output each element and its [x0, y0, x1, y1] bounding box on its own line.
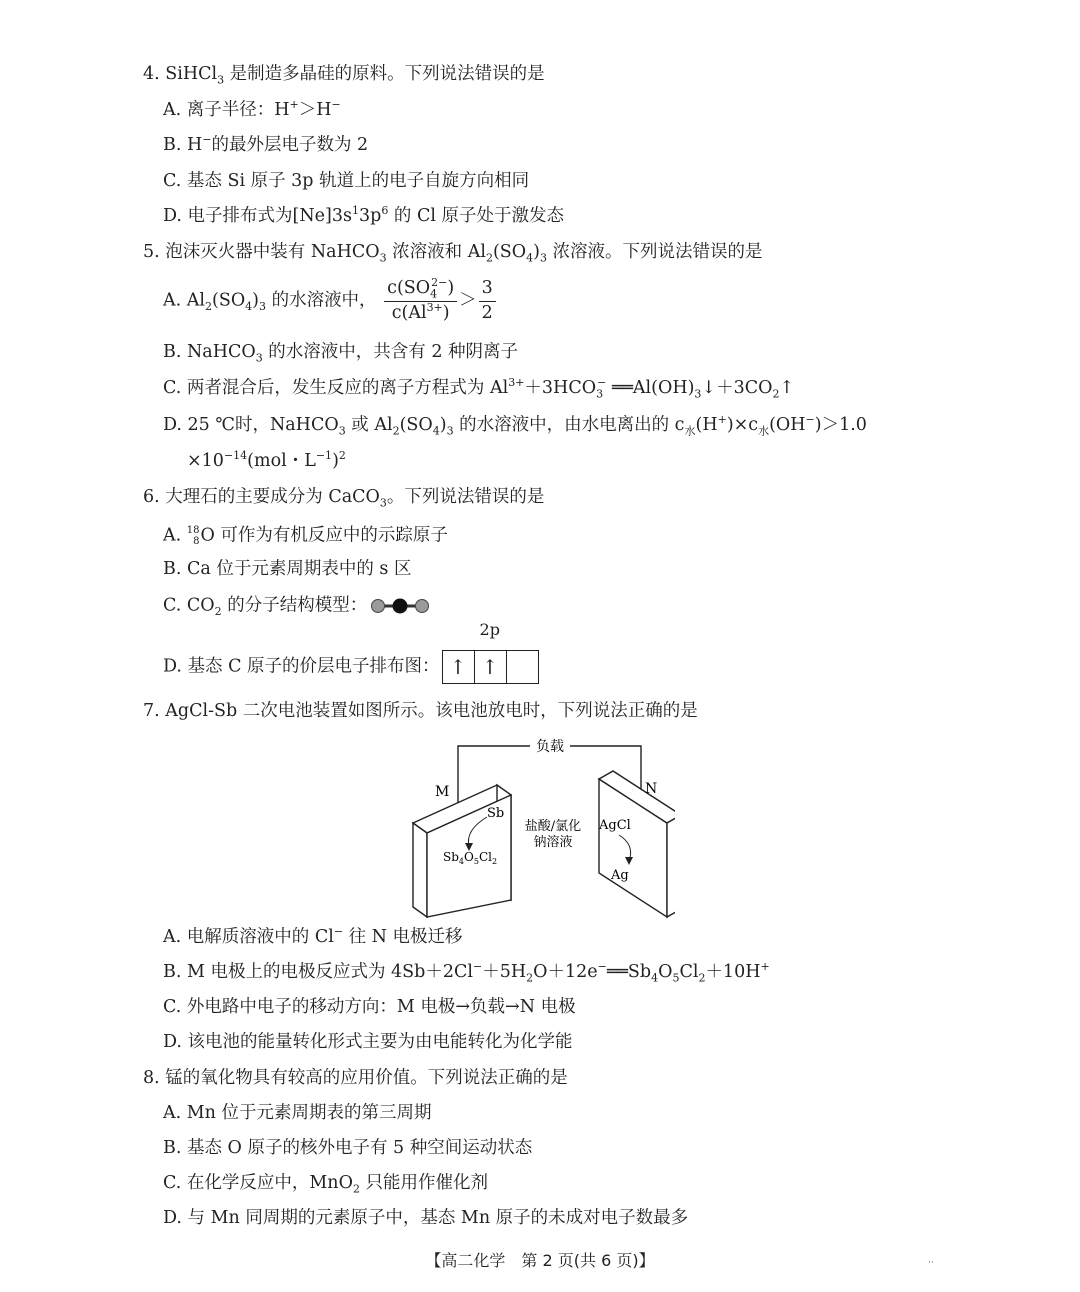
agcl-label: AgCl	[599, 818, 631, 833]
q4-option-b: B. H−的最外层电子数为 2	[163, 133, 369, 155]
q7-option-d: D. 该电池的能量转化形式主要为由电能转化为化学能	[163, 1032, 573, 1052]
q7-option-c: C. 外电路中电子的移动方向：M 电极→负载→N 电极	[163, 997, 576, 1017]
load-label: 负载	[536, 739, 564, 755]
q6-stem: 6. 大理石的主要成分为 CaCO$_3$。下列说法错误的是	[143, 487, 545, 510]
concentration-ratio: $\frac{c(SO_4^{2-})}{c(Al^{3+})}$	[384, 280, 457, 322]
orbital-box	[507, 651, 538, 683]
q8-stem: 8. 锰的氧化物具有较高的应用价值。下列说法正确的是	[143, 1068, 568, 1088]
q5-option-c: C. 两者混合后，发生反应的离子方程式为 $Al^{3+}+3HCO_3^-$ $══Al(OH)_3↓+3CO_2↑$	[163, 376, 795, 401]
q4-option-c: C. 基态 Si 原子 3p 轨道上的电子自旋方向相同	[163, 171, 530, 191]
q8-option-a: A. Mn 位于元素周期表的第三周期	[163, 1103, 432, 1123]
electrode-m-label: M	[435, 784, 450, 800]
q6-option-c: C. $CO_2$ 的分子结构模型：	[163, 596, 433, 616]
q6-option-a: A. 18 8 O 可作为有机反应中的示踪原子	[163, 525, 448, 547]
q7-option-a: A. 电解质溶液中的 Cl− 往 N 电极迁移	[163, 925, 463, 947]
q7-option-b: B. M 电极上的电极反应式为 $4Sb+2Cl^-+5H_2O+12e^-══Sb_4O_5Cl_2+10H^+$	[163, 960, 770, 985]
sb-label: Sb	[487, 806, 505, 821]
q5-stem: 5. 泡沫灭火器中装有 NaHCO$_3$ 浓溶液和 $Al_2(SO_4)_3$ 浓溶液。下列说法错误的是	[143, 242, 763, 265]
q4-stem: 4. SiHCl$_3$ 是制造多晶硅的原料。下列说法错误的是	[143, 64, 545, 87]
q8-option-b: B. 基态 O 原子的核外电子有 5 种空间运动状态	[163, 1138, 533, 1158]
solution-label-1: 盐酸/氯化	[524, 819, 582, 834]
q5-option-d-cont: $\times 10^{-14}(mol$・$L^{-1})^2$	[187, 449, 346, 471]
q4-option-a: A. 离子半径：H+＞H−	[163, 98, 341, 120]
q6-option-d: D. 基态 C 原子的价层电子排布图： 2p ↑ ↑	[163, 650, 539, 684]
orbital-box: ↑	[475, 651, 507, 683]
q8-option-d: D. 与 Mn 同周期的元素原子中，基态 Mn 原子的未成对电子数最多	[163, 1208, 689, 1228]
ratio-value: $\frac{3}{2}$	[479, 280, 496, 322]
footer-mark: ··	[928, 1258, 934, 1268]
q7-stem: 7. AgCl-Sb 二次电池装置如图所示。该电池放电时，下列说法正确的是	[143, 701, 698, 721]
q4-option-d: D. 电子排布式为$[Ne]3s^13p^6$ 的 Cl 原子处于激发态	[163, 204, 565, 226]
page-footer: 【高二化学 第 2 页(共 6 页)】	[425, 1251, 655, 1270]
q5-option-d: D. 25 ℃时，NaHCO$_3$ 或 $Al_2(SO_4)_3$ 的水溶液中，由水电离出的 $c_水(H^+)\times c_水(OH^-)>1.0$	[163, 413, 867, 438]
q5-option-a: A. $Al_2(SO_4)_3$ 的水溶液中， $\frac{c(SO_4^{2-})}{c(Al^{3+})}$ ＞ $\frac{3}{2}$	[163, 280, 498, 322]
q5-option-b: B. NaHCO$_3$ 的水溶液中，共含有 2 种阴离子	[163, 342, 519, 365]
solution-label-2: 钠溶液	[533, 835, 573, 850]
orbital-box: ↑	[443, 651, 475, 683]
battery-diagram	[405, 735, 675, 930]
sb4o5cl2-label: $Sb_4O_5Cl_2$	[443, 850, 498, 866]
electrode-m	[413, 785, 511, 917]
electrode-n	[599, 771, 675, 917]
q8-option-c: C. 在化学反应中，MnO$_2$ 只能用作催化剂	[163, 1173, 488, 1196]
electrode-n-label: N	[645, 781, 658, 797]
orbital-diagram: 2p ↑ ↑	[442, 650, 539, 684]
co2-model-image	[367, 596, 433, 616]
ag-label: Ag	[611, 868, 629, 883]
q6-option-b: B. Ca 位于元素周期表中的 s 区	[163, 559, 412, 579]
